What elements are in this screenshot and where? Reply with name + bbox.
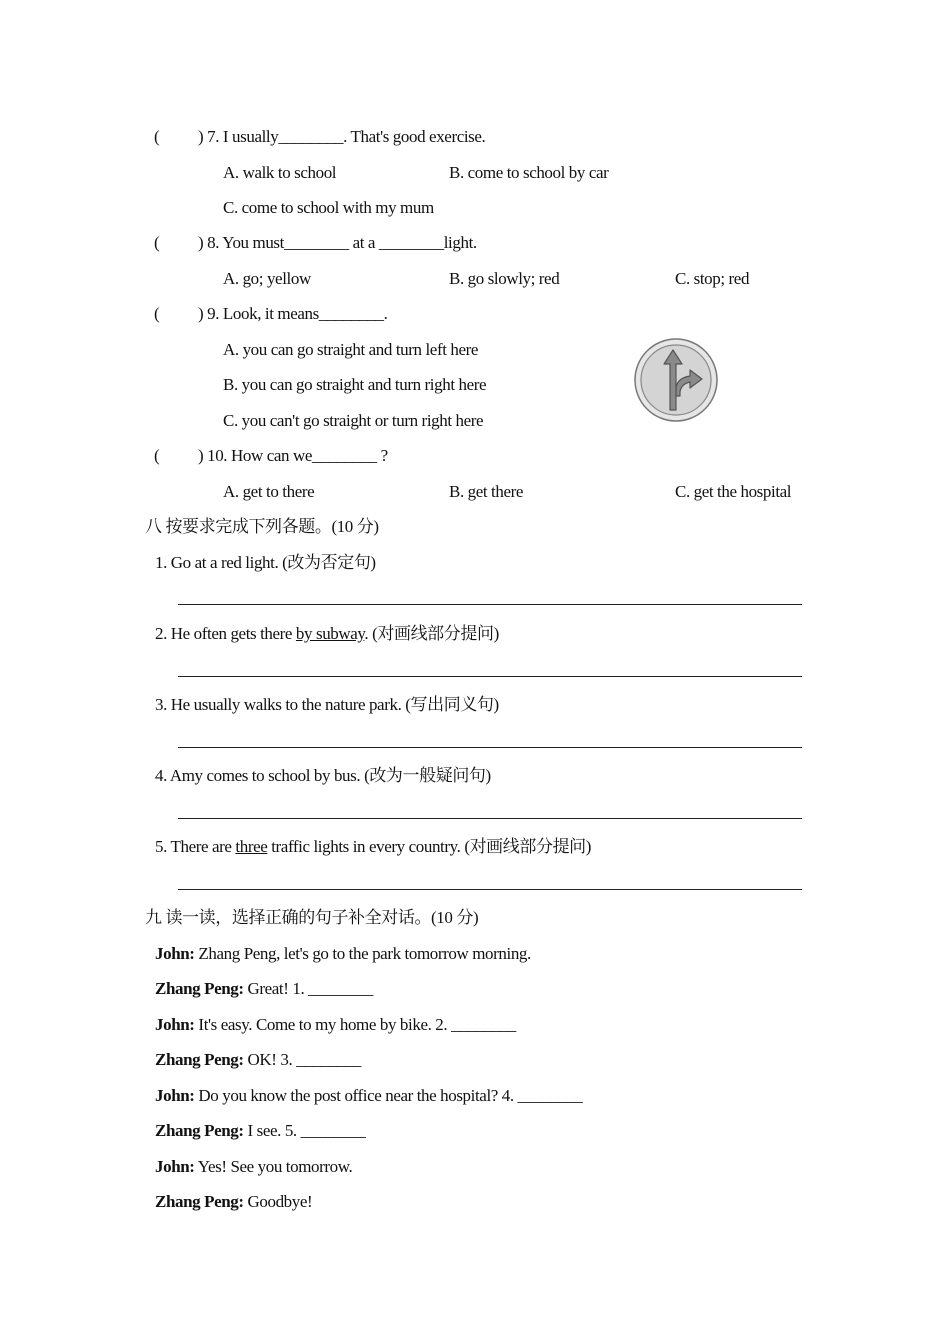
- q7-option-a: A. walk to school: [223, 163, 337, 182]
- answer-line: [178, 604, 802, 605]
- speaker: Zhang Peng:: [155, 1050, 244, 1069]
- q7-option-c: C. come to school with my mum: [223, 198, 434, 217]
- speaker: John:: [155, 1086, 195, 1105]
- underlined-phrase: by subway: [295, 624, 365, 643]
- question-9: ) 9. Look, it means________.: [198, 304, 388, 323]
- answer-line: [178, 889, 802, 890]
- dialogue-line: Zhang Peng: Goodbye!: [155, 1192, 313, 1211]
- s8-item-4: 4. Amy comes to school by bus. (改为一般疑问句): [155, 766, 491, 785]
- dialogue-line: Zhang Peng: I see. 5. ________: [155, 1121, 366, 1140]
- speaker: John:: [155, 1157, 195, 1176]
- answer-bracket: (: [154, 446, 160, 465]
- speaker: Zhang Peng:: [155, 1192, 244, 1211]
- section-8-title: 八 按要求完成下列各题。(10 分): [145, 517, 379, 536]
- dialogue-line: John: Yes! See you tomorrow.: [155, 1157, 353, 1176]
- speaker: John:: [155, 1015, 195, 1034]
- s8-item-2: 2. He often gets there by subway. (对画线部分提问): [155, 624, 499, 643]
- answer-line: [178, 818, 802, 819]
- answer-bracket: (: [154, 127, 160, 146]
- straight-or-right-turn-sign-icon: [634, 338, 718, 422]
- speaker: John:: [155, 944, 195, 963]
- answer-bracket: (: [154, 233, 160, 252]
- speaker: Zhang Peng:: [155, 979, 244, 998]
- q8-option-c: C. stop; red: [675, 269, 750, 288]
- dialogue-line: John: It's easy. Come to my home by bike. 2. ________: [155, 1015, 516, 1034]
- dialogue-line: Zhang Peng: Great! 1. ________: [155, 979, 373, 998]
- q8-option-b: B. go slowly; red: [449, 269, 560, 288]
- s8-item-5: 5. There are three traffic lights in every country. (对画线部分提问): [155, 837, 592, 856]
- q8-option-a: A. go; yellow: [223, 269, 311, 288]
- question-7: ) 7. I usually________. That's good exercise.: [198, 127, 486, 146]
- s8-item-1: 1. Go at a red light. (改为否定句): [155, 553, 376, 572]
- q10-option-b: B. get there: [449, 482, 524, 501]
- answer-line: [178, 676, 802, 677]
- answer-line: [178, 747, 802, 748]
- dialogue-line: John: Do you know the post office near the hospital? 4. ________: [155, 1086, 583, 1105]
- dialogue-line: Zhang Peng: OK! 3. ________: [155, 1050, 361, 1069]
- q10-option-a: A. get to there: [223, 482, 315, 501]
- answer-bracket: (: [154, 304, 160, 323]
- q10-option-c: C. get the hospital: [675, 482, 792, 501]
- underlined-phrase: three: [235, 837, 268, 856]
- speaker: Zhang Peng:: [155, 1121, 244, 1140]
- q9-option-a: A. you can go straight and turn left here: [223, 340, 479, 359]
- q9-option-c: C. you can't go straight or turn right here: [223, 411, 484, 430]
- question-10: ) 10. How can we________ ?: [198, 446, 388, 465]
- q9-option-b: B. you can go straight and turn right here: [223, 375, 487, 394]
- question-8: ) 8. You must________ at a ________light.: [198, 233, 477, 252]
- dialogue-line: John: Zhang Peng, let's go to the park tomorrow morning.: [155, 944, 531, 963]
- q7-option-b: B. come to school by car: [449, 163, 609, 182]
- s8-item-3: 3. He usually walks to the nature park. (写出同义句): [155, 695, 499, 714]
- section-9-title: 九 读一读，选择正确的句子补全对话。(10 分): [145, 908, 479, 927]
